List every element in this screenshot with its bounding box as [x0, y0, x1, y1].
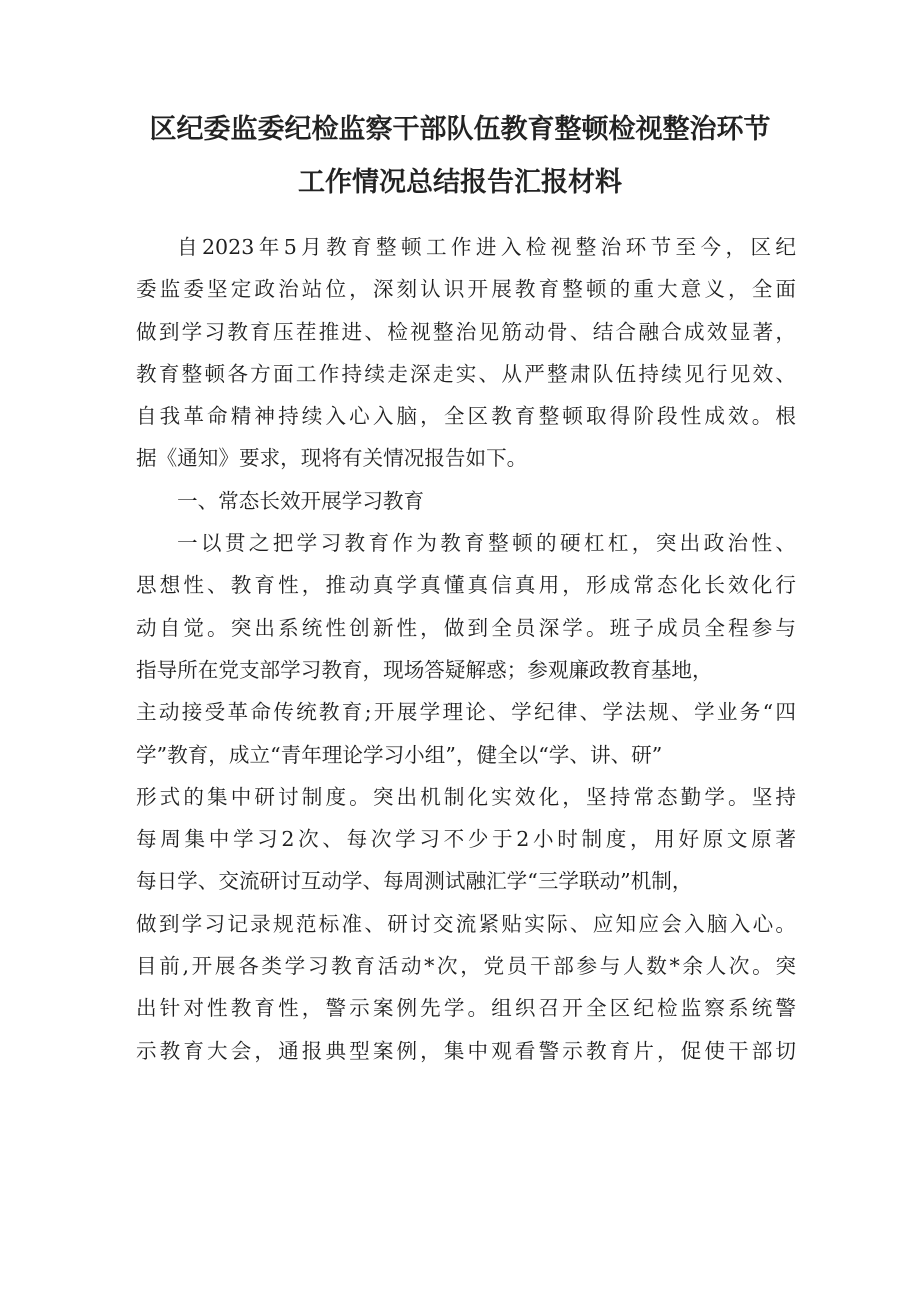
paragraph-1-line: 据《通知》要求，现将有关情况报告如下。: [136, 446, 528, 471]
paragraph-2-line: 学”教育，成立“青年理论学习小组”，健全以“学、讲、研”: [136, 742, 663, 767]
paragraph-1-line: 自我革命精神持续入心入脑，全区教育整顿取得阶段性成效。根: [136, 404, 796, 429]
paragraph-2-line: 每日学、交流研讨互动学、每周测试融汇学“三学联动”机制，: [136, 869, 693, 894]
paragraph-2-line: 出针对性教育性，警示案例先学。组织召开全区纪检监察系统警: [136, 996, 796, 1021]
paragraph-2-line: 示教育大会，通报典型案例，集中观看警示教育片，促使干部切: [136, 1038, 796, 1063]
paragraph-2-line: 动自觉。突出系统性创新性，做到全员深学。班子成员全程参与: [136, 615, 796, 640]
document-title-line-2: 工作情况总结报告汇报材料: [298, 167, 622, 198]
paragraph-2-line: 指导所在党支部学习教育，现场答疑解惑；参观廉政教育基地，: [136, 657, 713, 682]
paragraph-2-line: 主动接受革命传统教育;开展学理论、学纪律、学法规、学业务“四: [136, 700, 796, 725]
paragraph-2-line: 一以贯之把学习教育作为教育整顿的硬杠杠，突出政治性、: [177, 531, 796, 556]
paragraph-2-line: 每周集中学习2次、每次学习不少于2小时制度，用好原文原著: [136, 827, 796, 852]
paragraph-2-line: 形式的集中研讨制度。突出机制化实效化，坚持常态勤学。坚持: [136, 784, 796, 809]
paragraph-1-line: 做到学习教育压茬推进、检视整治见筋动骨、结合融合成效显著，: [136, 319, 796, 344]
paragraph-2-line: 目前,开展各类学习教育活动*次，党员干部参与人数*余人次。突: [136, 954, 796, 979]
paragraph-1-line: 委监委坚定政治站位，深刻认识开展教育整顿的重大意义，全面: [136, 277, 796, 302]
paragraph-2-line: 思想性、教育性，推动真学真懂真信真用，形成常态化长效化行: [136, 573, 796, 598]
paragraph-1-line: 教育整顿各方面工作持续走深走实、从严整肃队伍持续见行见效、: [136, 361, 796, 386]
paragraph-2-line: 做到学习记录规范标准、研讨交流紧贴实际、应知应会入脑入心。: [136, 911, 796, 936]
section-heading: 一、常态长效开展学习教育: [177, 488, 425, 513]
document-body: [136, 226, 796, 1072]
document-title-line-1: 区纪委监委纪检监察干部队伍教育整顿检视整治环节: [149, 114, 771, 145]
paragraph-1-line: 自2023年5月教育整顿工作进入检视整治环节至今，区纪: [177, 235, 796, 259]
